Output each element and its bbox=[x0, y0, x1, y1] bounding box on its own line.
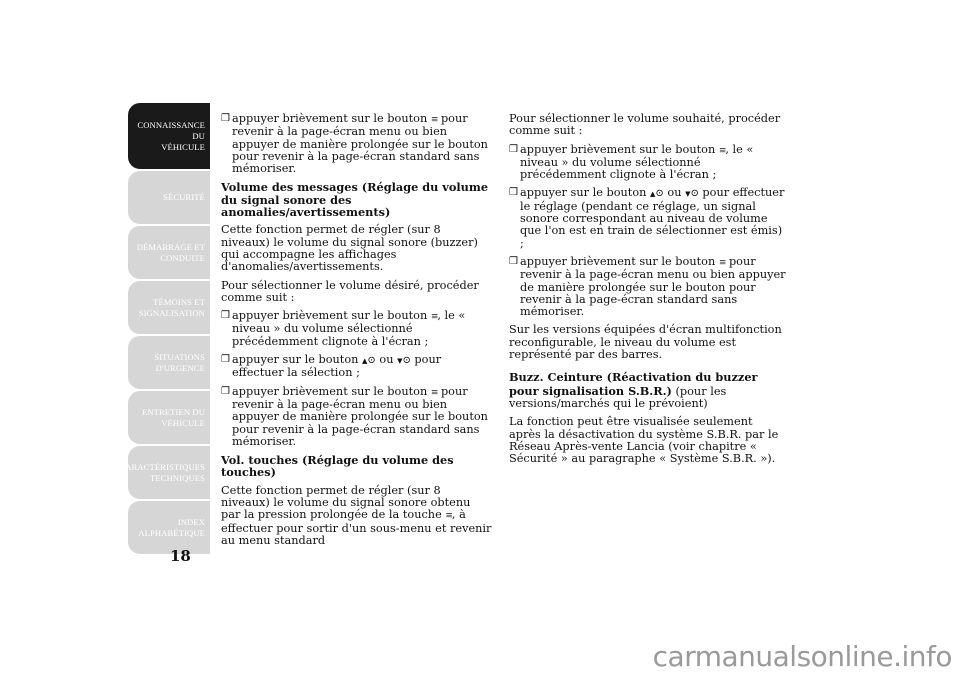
up-button-icon bbox=[362, 355, 376, 367]
tab-securite[interactable] bbox=[128, 171, 210, 224]
section-heading-vol-touches: Vol. touches (Réglage du volume des touches) bbox=[221, 453, 454, 480]
tab-label: ENTRETIEN DU VÉHICULE bbox=[141, 406, 205, 428]
text: ou bbox=[663, 186, 686, 200]
paragraph: Cette fonction permet de régler (sur 8 niveaux) le volume du signal sonore (buzzer) qui accompagne les affichages d'anomalies/avertissements. bbox=[221, 223, 478, 274]
text: appuyer brièvement sur le bouton bbox=[520, 254, 719, 268]
bullet-item bbox=[221, 354, 493, 380]
tab-caracteristiques-techniques[interactable] bbox=[119, 446, 210, 499]
tab-demarrage-et-conduite[interactable] bbox=[128, 226, 210, 279]
section-heading-volume-messages: Volume des messages (Réglage du volume du signal sonore des anomalies/avertissements) bbox=[221, 180, 489, 220]
checkbox-bullet-icon: ❒ bbox=[509, 143, 518, 155]
tab-label: CARACTÉRISTIQUES TECHNIQUES bbox=[119, 461, 205, 483]
checkbox-bullet-icon: ❒ bbox=[509, 187, 518, 199]
text: appuyer brièvement sur le bouton bbox=[232, 112, 431, 125]
watermark: carmanualsonline.info bbox=[652, 640, 952, 673]
tab-label: SÉCURITÉ bbox=[163, 192, 205, 202]
text: , le « niveau » du volume sélectionné précédemment clignote à l'écran ; bbox=[520, 142, 754, 182]
mode-button-icon: ≡ bbox=[430, 387, 438, 398]
left-column bbox=[221, 113, 493, 553]
bullet-item bbox=[221, 310, 493, 348]
down-arrow-icon: ▼ bbox=[397, 357, 403, 366]
checkbox-bullet-icon: ❒ bbox=[221, 113, 230, 124]
mode-button-icon: ≡ bbox=[718, 145, 726, 156]
checkbox-bullet-icon: ❒ bbox=[221, 354, 230, 366]
tab-entretien-du-vehicule[interactable] bbox=[128, 391, 210, 444]
text: pour revenir à la page-écran menu ou bien appuyer de manière prolongée sur le bouton pour revenir à la page-écran standard sans mémoriser. bbox=[232, 384, 488, 448]
text: , le « niveau » du volume sélectionné précédemment clignote à l'écran ; bbox=[232, 309, 466, 348]
tab-temoins-et-signalisation[interactable] bbox=[128, 281, 210, 334]
text: appuyer brièvement sur le bouton bbox=[520, 142, 719, 156]
up-arrow-icon: ▲ bbox=[362, 357, 368, 366]
paragraph: La fonction peut être visualisée seulement après la désactivation du système S.B.R. par le Réseau Après-vente Lancia (voir chapitre « Sécurité » au paragraphe « Système S.B.R. »). bbox=[509, 415, 779, 466]
text: appuyer sur le bouton bbox=[520, 186, 651, 200]
down-arrow-icon: ▼ bbox=[685, 190, 691, 199]
paragraph: Sur les versions équipées d'écran multifonction reconfigurable, le niveau du volume est représenté par des barres. bbox=[509, 323, 782, 362]
tab-label: CONNAISSANCE DU VÉHICULE bbox=[137, 119, 205, 152]
bullet-item bbox=[509, 256, 787, 318]
checkbox-bullet-icon: ❒ bbox=[221, 310, 230, 322]
button-symbol-icon: ⊙ bbox=[690, 188, 699, 200]
tab-connaissance-du-vehicule[interactable] bbox=[128, 103, 210, 169]
bullet-item bbox=[221, 386, 493, 448]
text: pour effectuer le réglage (pendant ce réglage, un signal sonore correspondant au niveau de volume que l'on est en train de sélectionner est émis) ; bbox=[520, 186, 785, 250]
text: (pour les versions/marchés qui le prévoient) bbox=[509, 384, 727, 410]
mode-button-icon: ≡ bbox=[430, 312, 438, 323]
mode-button-icon: ≡ bbox=[718, 257, 726, 268]
tab-label: DÉMARRAGE ET CONDUITE bbox=[136, 241, 205, 263]
bullet-item bbox=[221, 113, 493, 175]
button-symbol-icon: ⊙ bbox=[655, 188, 664, 200]
paragraph bbox=[221, 485, 493, 547]
button-symbol-icon: ⊙ bbox=[367, 355, 376, 367]
tab-label: INDEX ALPHABÉTIQUE bbox=[138, 516, 205, 538]
text: ou bbox=[375, 353, 398, 367]
text: , à effectuer pour sortir d'un sous-menu et revenir au menu standard bbox=[221, 508, 492, 547]
text: pour effectuer la sélection ; bbox=[232, 353, 442, 380]
checkbox-bullet-icon: ❒ bbox=[509, 255, 518, 267]
text: pour revenir à la page-écran menu ou bien appuyer de manière prolongée sur le bouton pour revenir à la page-écran standard sans mémoriser. bbox=[520, 254, 786, 319]
down-button-icon bbox=[397, 355, 411, 367]
right-column bbox=[509, 113, 787, 471]
button-symbol-icon: ⊙ bbox=[402, 355, 411, 367]
up-arrow-icon: ▲ bbox=[650, 190, 656, 199]
tab-label: TÉMOINS ET SIGNALISATION bbox=[138, 296, 205, 318]
text: pour revenir à la page-écran menu ou bien appuyer de manière prolongée sur le bouton pour revenir à la page-écran standard sans mémoriser. bbox=[232, 112, 488, 176]
paragraph: Pour sélectionner le volume souhaité, procéder comme suit : bbox=[509, 112, 781, 138]
bullet-item bbox=[509, 144, 787, 182]
text: Cette fonction permet de régler (sur 8 niveaux) le volume du signal sonore obtenu par la pression prolongée de la touche bbox=[221, 483, 471, 522]
mode-button-icon: ≡ bbox=[430, 115, 438, 125]
tab-index-alphabetique[interactable] bbox=[128, 501, 210, 554]
paragraph-heading-buzz-ceinture bbox=[509, 371, 787, 410]
text: appuyer brièvement sur le bouton bbox=[232, 309, 431, 323]
section-heading-buzz-ceinture: Buzz. Ceinture (Réactivation du buzzer pour signalisation S.B.R.) bbox=[509, 370, 758, 398]
tab-label: SITUATIONS D'URGENCE bbox=[154, 351, 205, 373]
tab-situations-d-urgence[interactable] bbox=[128, 336, 210, 389]
checkbox-bullet-icon: ❒ bbox=[221, 385, 230, 397]
bullet-item bbox=[509, 187, 787, 249]
page-number: 18 bbox=[170, 547, 191, 565]
mode-button-icon: ≡ bbox=[445, 511, 452, 522]
paragraph: Pour sélectionner le volume désiré, procéder comme suit : bbox=[221, 278, 479, 304]
text: appuyer sur le bouton bbox=[232, 353, 363, 367]
text: appuyer brièvement sur le bouton bbox=[232, 384, 431, 398]
